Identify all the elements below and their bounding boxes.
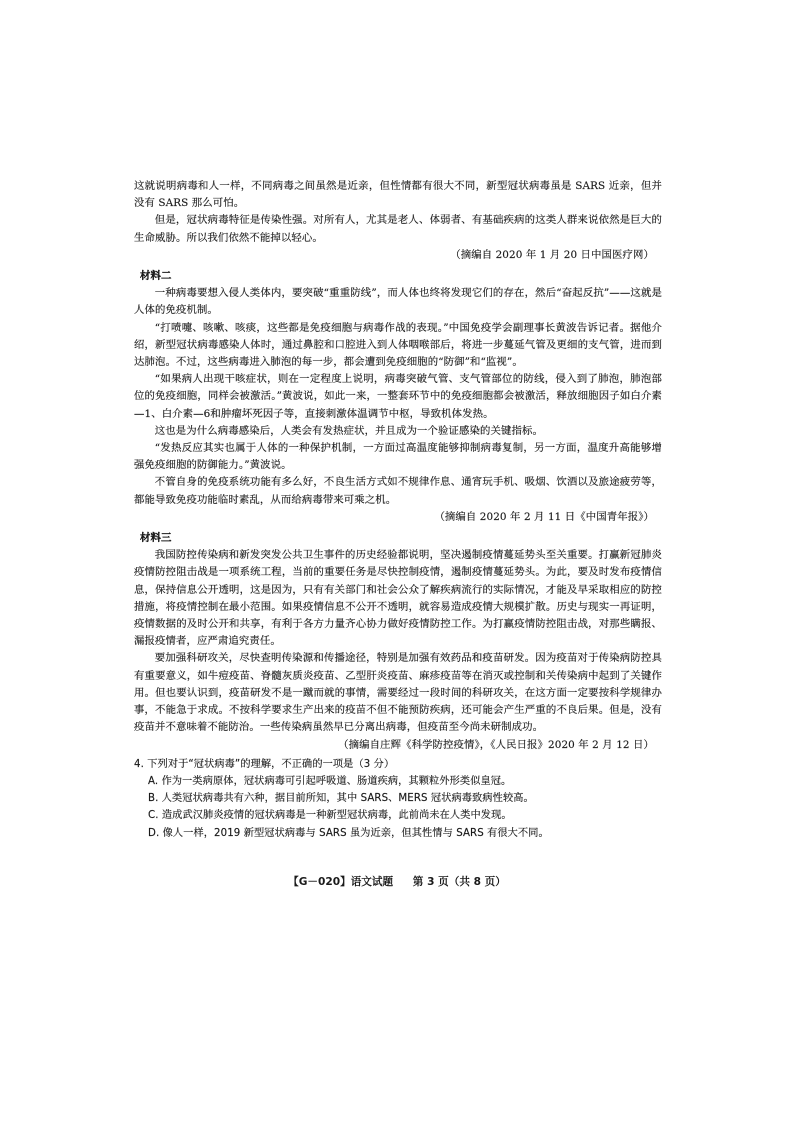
exam-code: 【G－020】语文试题 [288,876,394,888]
exam-content [134,178,662,842]
passage-paragraph: 不管自身的免疫系统功能有多么好，不良生活方式如不规律作息、通宵玩手机、吸烟、饮酒以及旅途疲劳等，都能导致免疫功能临时素乱，从而给病毒带来可乘之机。 [134,476,662,506]
source-citation: （摘编自 2020 年 2 月 11 日《中国青年报》） [434,510,654,523]
answer-option-d: D. 像人一样，2019 新型冠状病毒与 SARS 虽为近亲，但其性情与 SARS 有很大不同。 [148,827,549,839]
passage-paragraph: 我国防控传染病和新发突发公共卫生事件的历史经验都说明，坚决遏制疫情蔓延势头至关重要。打赢新冠肺炎疫情防控阻击战是一项系统工程，当前的重要任务是尽快控制疫情，遏制疫情蔓延势头。为此，要及时发布疫情信息，保持信息公开透明，这是因为，只有有关部门和社会公众了解疾病流行的实际情况，才能及早采取相应的防控措施，将疫情控制在最小范围。如果疫情信息不公开不透明，就容易造成疫情大规模扩散。历史与现实一再证明，疫情数据的及时公开和共享，有利于各方力量齐心协力做好疫情防控工作。为打赢疫情防控阻击战，对那些瞒报、漏报疫情者，应严肃追究责任。 [134,549,662,648]
passage-paragraph: 这就说明病毒和人一样，不同病毒之间虽然是近亲，但性情都有很大不同，新型冠状病毒虽是 SARS 近亲，但并没有 SARS 那么可怕。 [134,180,662,210]
page-number: 第 3 页（共 8 页） [412,876,506,888]
material-heading: 材料三 [140,532,172,545]
answer-option-a: A. 作为一类病原体，冠状病毒可引起呼吸道、肠道疾病，其颗粒外形类似皇冠。 [148,775,512,787]
answer-option-b: B. 人类冠状病毒共有六种，据目前所知，其中 SARS、MERS 冠状病毒致病性较高。 [148,793,534,805]
source-citation: （摘编自庄辉《科学防控疫情》，《人民日报》2020 年 2 月 12 日） [338,738,654,751]
passage-paragraph: “如果病人出现干咳症状，则在一定程度上说明，病毒突破气管、支气管部位的防线，侵入到了肺泡，肺泡部位的免疫细胞，同样会被激活。”黄波说，如此一来，一整套环节中的免疫细胞都会被激活，释放细胞因子如白介素—1、白介素—6和肿瘤坏死因子等，直接刺激体温调节中枢，导致机体发热。 [134,373,662,420]
question-stem: 4. 下列对于“冠状病毒”的理解，不正确的一项是（3 分） [134,758,395,770]
answer-option-c: C. 造成武汉肺炎疫情的冠状病毒是一种新型冠状病毒，此前尚未在人类中发现。 [148,810,512,822]
passage-paragraph: “打喷嚏、咳嗽、咳痰，这些都是免疫细胞与病毒作战的表现。”中国免疫学会副理事长黄波告诉记者。据他介绍，新型冠状病毒感染人体时，通过鼻腔和口腔进入到人体咽喉部后，将进一步蔓延气管及更细的支气管，进而到达肺泡。不过，这些病毒进入肺泡的每一步，都会遭到免疫细胞的“防御”和“监视”。 [134,321,662,369]
page-footer [0,874,794,889]
source-citation: （摘编自 2020 年 1 月 20 日中国医疗网） [450,248,654,261]
passage-paragraph: 要加强科研攻关，尽快查明传染源和传播途径，特别是加强有效药品和疫苗研发。因为疫苗对于传染病防控具有重要意义，如牛痘疫苗、脊髓灰质炎疫苗、乙型肝炎疫苗、麻疹疫苗等在消灭或控制和关传染病中起到了关键作用。但也要认识到，疫苗研发不是一蹴而就的事情，需要经过一段时间的科研攻关，在这方面一定要按科学规律办事，不能急于求成。不按科学要求生产出来的疫苗不但不能预防疾病，还可能会产生严重的不良后果。但是，没有疫苗并不意味着不能防治。一些传染病虽然早已分离出病毒，但疫苗至今尚未研制成功。 [134,652,662,734]
passage-paragraph: 这也是为什么病毒感染后，人类会有发热症状，并且成为一个验证感染的关键指标。 [154,424,543,437]
passage-paragraph: 一种病毒要想入侵人类体内，要突破“重重防线”，而人体也终将发现它们的存在，然后“奋起反抗”——这就是人体的免疫机制。 [134,287,662,317]
material-heading: 材料二 [140,270,172,283]
passage-paragraph: 但是，冠状病毒特征是传染性强。对所有人，尤其是老人、体弱者、有基础疾病的这类人群来说依然是巨大的生命威胁。所以我们依然不能掉以轻心。 [134,214,662,244]
passage-paragraph: “发热反应其实也属于人体的一种保护机制，一方面过高温度能够抑制病毒复制，另一方面，温度升高能够增强免疫细胞的防御能力。”黄波说。 [134,442,662,472]
